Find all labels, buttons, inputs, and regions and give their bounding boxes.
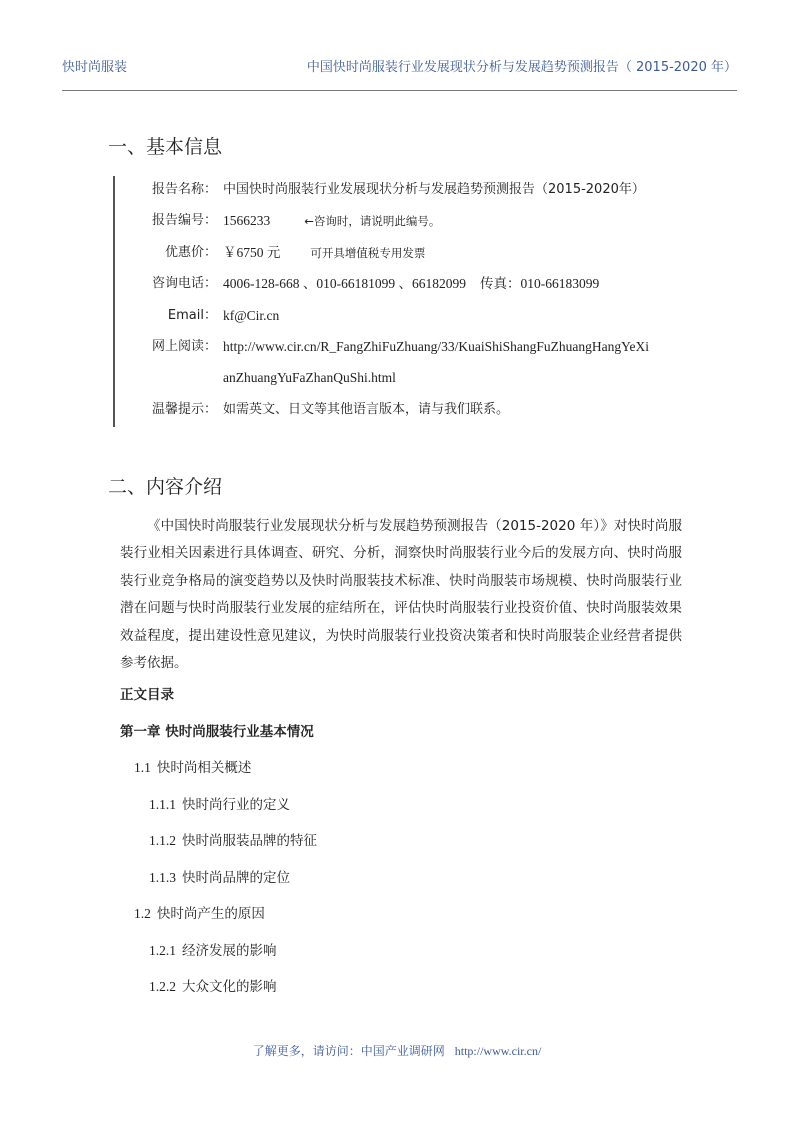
report-no: 1566233: [223, 213, 271, 229]
online-read-link-line1[interactable]: http://www.cir.cn/R_FangZhiFuZhuang/33/KuaiShiShangFuZhuangHangYeXi: [223, 338, 649, 354]
report-no-label: 报告编号：: [151, 213, 217, 229]
info-row-url: [115, 333, 705, 364]
toc-item[interactable]: 1.2 快时尚产生的原因: [134, 906, 265, 922]
header-left-title: 快时尚服装: [62, 60, 128, 75]
intro-paragraph: 《中国快时尚服装行业发展现状分析与发展趋势预测报告（2015-2020 年）》对快时尚服装行业相关因素进行具体调查、研究、分析，洞察快时尚服装行业今后的发展方向、快时尚服装行业竞争格局的演变趋势以及快时尚服装技术标准、快时尚服装市场规模、快时尚服装行业潜在问题与快时尚服装行业发展的症结所在，评估快时尚服装行业投资价值、快时尚服装效果效益程度，提出建设性意见建议，为快时尚服装行业投资决策者和快时尚服装企业经营者提供参考依据。: [120, 518, 682, 672]
report-name-value: 中国快时尚服装行业发展现状分析与发展趋势预测报告（2015-2020年）: [223, 182, 645, 197]
phone-value: [223, 274, 599, 294]
toc-item[interactable]: 1.1 快时尚相关概述: [134, 760, 252, 776]
section-title-intro: 二、内容介绍: [108, 476, 223, 498]
header-divider: [62, 90, 737, 91]
email-label: Email：: [167, 307, 217, 323]
info-row-price: [115, 239, 705, 270]
price-note: 可开具增值税专用发票: [310, 245, 426, 260]
header-report-title: 中国快时尚服装行业发展现状分析与发展趋势预测报告（ 2015-2020 年）: [306, 60, 737, 75]
report-no-value: [223, 211, 440, 231]
price-value: [223, 243, 425, 263]
tip-label: 温馨提示：: [151, 401, 217, 417]
basic-info-block: [113, 176, 705, 427]
info-row-report-name: [115, 176, 705, 207]
section-title-basic-info: 一、基本信息: [108, 136, 223, 158]
info-row-phone: [115, 270, 705, 301]
price-label: 优惠价：: [164, 244, 217, 260]
intro-block: [120, 513, 682, 677]
price: ￥6750 元: [223, 244, 281, 260]
report-name-label: 报告名称：: [151, 182, 217, 197]
page-header: [62, 56, 737, 78]
phone-numbers: 4006-128-668 、010-66181099 、66182099: [223, 276, 466, 292]
toc-chapter-1[interactable]: 第一章 快时尚服装行业基本情况: [120, 724, 314, 740]
fax-number: 传真：010-66183099: [480, 276, 600, 292]
url-label: 网上阅读：: [151, 338, 217, 354]
toc-item[interactable]: 1.1.2 快时尚服装品牌的特征: [149, 833, 317, 849]
toc-item[interactable]: 1.2.2 大众文化的影响: [149, 979, 277, 995]
info-row-report-no: [115, 207, 705, 238]
email-link[interactable]: kf@Cir.cn: [223, 307, 280, 323]
toc-item[interactable]: 1.2.1 经济发展的影响: [149, 943, 277, 959]
footer-text: 了解更多，请访问：中国产业调研网: [252, 1044, 445, 1058]
report-no-note: ←咨询时，请说明此编号。: [304, 214, 441, 229]
online-read-link-line2[interactable]: anZhuangYuFaZhanQuShi.html: [223, 370, 396, 386]
page-footer: [0, 1042, 794, 1059]
toc-heading: 正文目录: [120, 687, 174, 703]
info-row-email: [115, 302, 705, 333]
toc-item[interactable]: 1.1.3 快时尚品牌的定位: [149, 870, 290, 886]
phone-label: 咨询电话：: [151, 276, 217, 292]
toc-item[interactable]: 1.1.1 快时尚行业的定义: [149, 797, 290, 813]
footer-link[interactable]: http://www.cir.cn/: [454, 1044, 542, 1058]
tip-value: 如需英文、日文等其他语言版本，请与我们联系。: [223, 401, 510, 417]
info-row-tip: [115, 396, 705, 427]
info-row-url-cont: [115, 364, 705, 395]
